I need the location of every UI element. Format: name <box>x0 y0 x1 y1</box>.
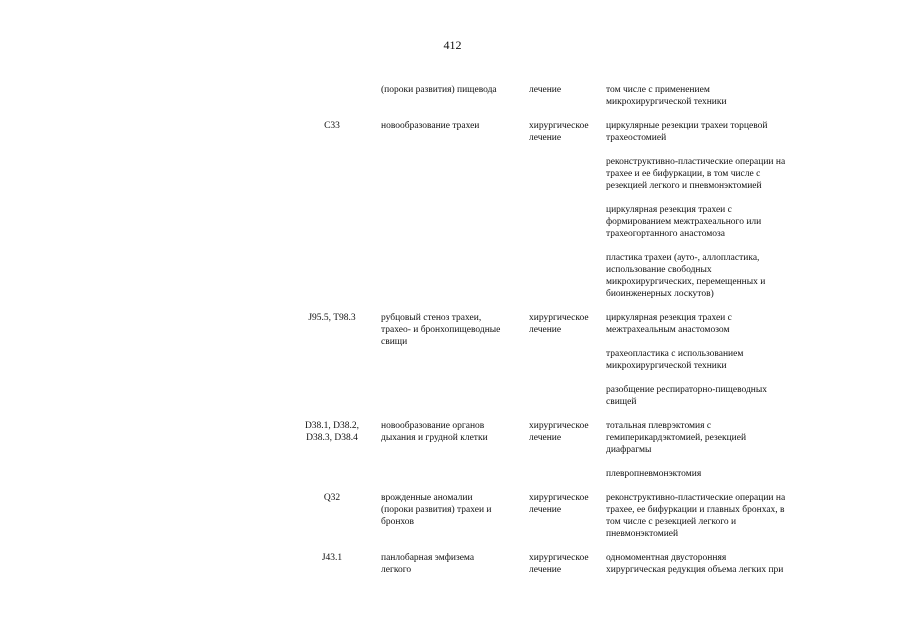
diagnosis-code-line: J95.5, T98.3 <box>308 313 356 323</box>
treatment-type-line: лечение <box>529 133 562 143</box>
condition-name-line: бронхов <box>381 517 415 527</box>
treatment-method-line: резекцией легкого и пневмонэктомией <box>606 181 762 191</box>
condition-name <box>381 420 523 444</box>
treatment-method <box>606 552 818 576</box>
treatment-method-line: трахеопластика с использованием <box>606 349 744 359</box>
condition-name-line: (пороки развития) пищевода <box>381 85 497 95</box>
treatment-method <box>606 420 818 456</box>
treatment-method-line: микрохирургических, перемещенных и <box>606 277 766 287</box>
treatment-method <box>606 312 818 336</box>
treatment-type-line: лечение <box>529 85 562 95</box>
treatment-method-line: том числе с резекцией легкого и <box>606 517 737 527</box>
condition-name-line: свищи <box>381 337 408 347</box>
page-number: 412 <box>443 38 462 52</box>
treatment-type-line: хирургическое <box>529 313 589 323</box>
treatment-method-line: плевропневмонэктомия <box>606 469 702 479</box>
treatment-method-line: реконструктивно-пластические операции на <box>606 157 786 167</box>
treatment-type-line: лечение <box>529 433 562 443</box>
treatment-type <box>529 492 603 516</box>
treatment-method-line: биоинженерных лоскутов) <box>606 289 714 299</box>
diagnosis-code <box>292 492 372 504</box>
diagnosis-code-line: C33 <box>324 121 340 131</box>
treatment-method <box>606 384 818 408</box>
treatment-type-line: лечение <box>529 325 562 335</box>
condition-name <box>381 120 523 132</box>
treatment-method <box>606 204 818 240</box>
condition-name-line: новообразование органов <box>381 421 485 431</box>
treatment-method-line: межтрахеальным анастомозом <box>606 325 730 335</box>
treatment-method-line: реконструктивно-пластические операции на <box>606 493 786 503</box>
treatment-method-line: циркулярная резекция трахеи с <box>606 205 732 215</box>
treatment-method-line: пластика трахеи (ауто-, аллопластика, <box>606 253 760 263</box>
treatment-method-line: трахее и ее бифуркации, в том числе с <box>606 169 761 179</box>
treatment-method <box>606 156 818 192</box>
diagnosis-code-line: D38.3, D38.4 <box>306 433 358 443</box>
condition-name <box>381 84 523 96</box>
condition-name-line: трахео- и бронхопищеводные <box>381 325 501 335</box>
treatment-method-line: циркулярные резекции трахеи торцевой <box>606 121 768 131</box>
condition-name <box>381 312 523 348</box>
diagnosis-code-line: D38.1, D38.2, <box>304 421 360 431</box>
treatment-method <box>606 348 818 372</box>
condition-name <box>381 552 523 576</box>
diagnosis-code-line: J43.1 <box>321 553 343 563</box>
condition-name-line: новообразование трахеи <box>381 121 480 131</box>
treatment-type-line: лечение <box>529 505 562 515</box>
treatment-type-line: хирургическое <box>529 493 589 503</box>
diagnosis-code <box>292 312 372 324</box>
treatment-method-line: трахеогортанного анастомоза <box>606 229 725 239</box>
treatment-method-line: трахее, ее бифуркации и главных бронхах, в <box>606 505 785 515</box>
treatment-method-line: формированием межтрахеального или <box>606 217 762 227</box>
diagnosis-code <box>292 120 372 132</box>
diagnosis-code <box>292 552 372 564</box>
condition-name-line: врожденные аномалии <box>381 493 473 503</box>
treatment-method-line: свищей <box>606 397 637 407</box>
diagnosis-code <box>292 420 372 444</box>
treatment-type-line: хирургическое <box>529 421 589 431</box>
treatment-method-line: микрохирургической техники <box>606 97 727 107</box>
treatment-type-line: лечение <box>529 565 562 575</box>
treatment-method-line: гемиперикардэктомией, резекцией <box>606 433 747 443</box>
treatment-method <box>606 84 818 108</box>
treatment-method-line: одномоментная двусторонняя <box>606 553 727 563</box>
treatment-method-line: тотальная плеврэктомия с <box>606 421 712 431</box>
treatment-type <box>529 420 603 444</box>
condition-name-line: рубцовый стеноз трахеи, <box>381 313 482 323</box>
treatment-type <box>529 312 603 336</box>
treatment-type <box>529 84 603 96</box>
treatment-method-line: разобщение респираторно-пищеводных <box>606 385 768 395</box>
treatment-method-line: диафрагмы <box>606 445 652 455</box>
treatment-method <box>606 120 818 144</box>
treatment-method-line: том числе с применением <box>606 85 710 95</box>
treatment-method-line: пневмонэктомией <box>606 529 679 539</box>
treatment-type-line: хирургическое <box>529 553 589 563</box>
condition-name-line: (пороки развития) трахеи и <box>381 505 492 515</box>
treatment-type-line: хирургическое <box>529 121 589 131</box>
condition-name <box>381 492 523 528</box>
condition-name-line: дыхания и грудной клетки <box>381 433 488 443</box>
condition-name-line: легкого <box>381 565 412 575</box>
treatment-method-line: циркулярная резекция трахеи с <box>606 313 732 323</box>
treatment-method <box>606 252 818 300</box>
treatment-method-line: хирургическая редукция объема легких при <box>606 565 784 575</box>
treatment-method <box>606 468 818 480</box>
treatment-method <box>606 492 818 540</box>
diagnosis-code-line: Q32 <box>323 493 341 503</box>
treatment-method-line: трахеостомией <box>606 133 667 143</box>
treatment-method-line: микрохирургической техники <box>606 361 727 371</box>
treatment-method-line: использование свободных <box>606 265 712 275</box>
treatment-type <box>529 552 603 576</box>
condition-name-line: панлобарная эмфизема <box>381 553 475 563</box>
treatment-type <box>529 120 603 144</box>
